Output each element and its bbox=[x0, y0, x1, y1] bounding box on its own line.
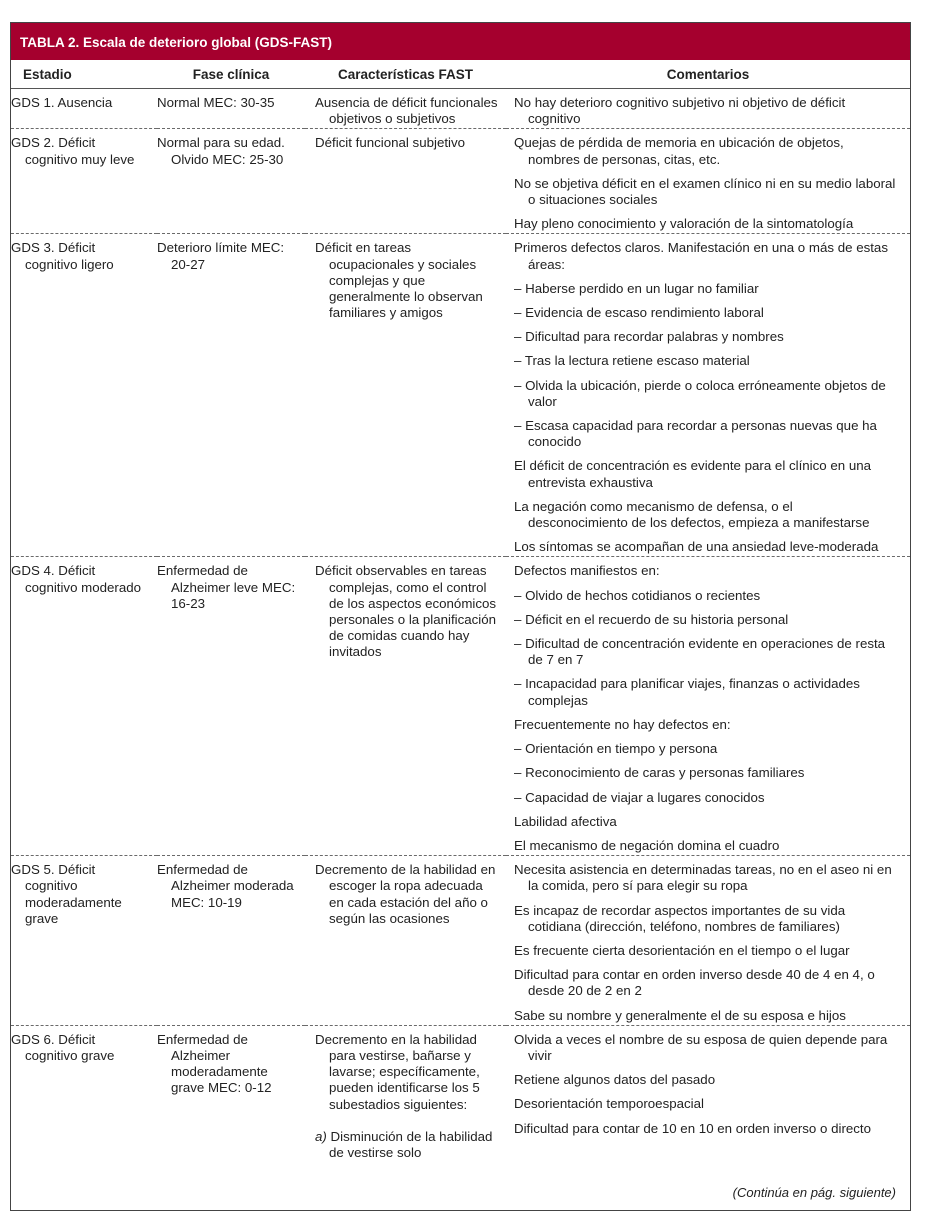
comment-item: Labilidad afectiva bbox=[514, 813, 617, 829]
comment-item: – Reconocimiento de caras y personas familiares bbox=[514, 765, 805, 781]
stage-cell bbox=[11, 89, 157, 129]
stage-cell bbox=[11, 1025, 157, 1161]
fast-subitem bbox=[315, 1129, 498, 1161]
header-estadio: Estadio bbox=[11, 61, 157, 89]
stage-text: GDS 3. Déficit cognitivo ligero bbox=[11, 240, 114, 272]
comments-cell bbox=[506, 129, 910, 234]
comment-item: Quejas de pérdida de memoria en ubicación de objetos, nombres de personas, citas, etc. bbox=[514, 135, 844, 167]
comments-cell bbox=[506, 856, 910, 1026]
fast-text: Déficit observables en tareas complejas, como el control de los aspectos económicos personales o la planificación de comidas cuando hay invitados bbox=[315, 563, 497, 660]
comment-item: Retiene algunos datos del pasado bbox=[514, 1072, 716, 1088]
comment-item: Dificultad para contar en orden inverso desde 40 de 4 en 4, o desde 20 de 2 en 2 bbox=[514, 967, 875, 999]
phase-text: Normal para su edad. Olvido MEC: 25-30 bbox=[157, 135, 285, 167]
table-row bbox=[11, 1025, 910, 1161]
comment-item: – Olvida la ubicación, pierde o coloca erróneamente objetos de valor bbox=[514, 377, 886, 409]
comment-item: Defectos manifiestos en: bbox=[514, 563, 660, 579]
header-fase-clinica: Fase clínica bbox=[157, 61, 305, 89]
fast-cell bbox=[305, 856, 506, 1026]
table-row bbox=[11, 856, 910, 1026]
comment-item: Frecuentemente no hay defectos en: bbox=[514, 716, 731, 732]
table-row bbox=[11, 129, 910, 234]
table-row bbox=[11, 557, 910, 856]
comment-item: Los síntomas se acompañan de una ansiedad leve-moderada bbox=[514, 539, 879, 555]
fast-cell bbox=[305, 234, 506, 557]
phase-cell bbox=[157, 234, 305, 557]
phase-cell bbox=[157, 557, 305, 856]
gds-fast-table-frame bbox=[10, 22, 911, 1211]
fast-subitem-marker: a) bbox=[315, 1128, 327, 1144]
header-caracteristicas-fast: Características FAST bbox=[305, 61, 506, 89]
stage-cell bbox=[11, 234, 157, 557]
stage-cell bbox=[11, 129, 157, 234]
fast-text: Déficit funcional subjetivo bbox=[315, 135, 466, 151]
comment-item: No se objetiva déficit en el examen clínico ni en su medio laboral o situaciones sociales bbox=[514, 175, 896, 208]
fast-text: Déficit en tareas ocupacionales y sociales complejas y que generalmente lo observan familiares y amigos bbox=[315, 240, 483, 321]
comment-item: – Dificultad de concentración evidente en operaciones de resta de 7 en 7 bbox=[514, 636, 886, 668]
comment-item: Primeros defectos claros. Manifestación en una o más de estas áreas: bbox=[514, 240, 888, 272]
comment-item: Olvida a veces el nombre de su esposa de quien depende para vivir bbox=[514, 1031, 888, 1063]
gds-fast-table bbox=[11, 61, 910, 1161]
fast-cell bbox=[305, 89, 506, 129]
header-comentarios: Comentarios bbox=[506, 61, 910, 89]
comment-item: Desorientación temporoespacial bbox=[514, 1096, 704, 1112]
comment-item: – Escasa capacidad para recordar a personas nuevas que ha conocido bbox=[514, 418, 877, 450]
phase-cell bbox=[157, 1025, 305, 1161]
table-row bbox=[11, 89, 910, 129]
fast-subitem-text: Disminución de la habilidad de vestirse solo bbox=[329, 1128, 493, 1160]
header-row bbox=[11, 61, 910, 89]
fast-cell bbox=[305, 129, 506, 234]
comment-item: – Capacidad de viajar a lugares conocidos bbox=[514, 789, 765, 805]
phase-cell bbox=[157, 89, 305, 129]
phase-text: Enfermedad de Alzheimer moderada MEC: 10-19 bbox=[157, 862, 294, 910]
comment-item: Dificultad para contar de 10 en 10 en orden inverso o directo bbox=[514, 1120, 872, 1136]
stage-cell bbox=[11, 557, 157, 856]
table-row bbox=[11, 234, 910, 557]
comment-item: – Haberse perdido en un lugar no familiar bbox=[514, 280, 759, 296]
continued-note: (Continúa en pág. siguiente) bbox=[732, 1185, 896, 1200]
comment-item: La negación como mecanismo de defensa, o el desconocimiento de los defectos, empieza a manifestarse bbox=[514, 498, 870, 531]
fast-text: Decremento de la habilidad en escoger la ropa adecuada en cada estación del año o según las ocasiones bbox=[315, 862, 496, 926]
comments-cell bbox=[506, 557, 910, 856]
comment-item: El mecanismo de negación domina el cuadro bbox=[514, 837, 780, 853]
comment-item: – Dificultad para recordar palabras y nombres bbox=[514, 329, 784, 345]
comment-item: Es incapaz de recordar aspectos importantes de su vida cotidiana (dirección, teléfono, nombres de familiares) bbox=[514, 902, 846, 934]
comment-item: – Déficit en el recuerdo de su historia personal bbox=[514, 611, 789, 627]
fast-cell bbox=[305, 1025, 506, 1161]
fast-cell bbox=[305, 557, 506, 856]
fast-text: Ausencia de déficit funcionales objetivos o subjetivos bbox=[315, 95, 498, 127]
comment-item: El déficit de concentración es evidente para el clínico en una entrevista exhaustiva bbox=[514, 458, 872, 490]
stage-text: GDS 2. Déficit cognitivo muy leve bbox=[11, 135, 135, 167]
table-title: TABLA 2. Escala de deterioro global (GDS-FAST) bbox=[11, 23, 910, 60]
phase-text: Deterioro límite MEC: 20-27 bbox=[157, 240, 285, 272]
comment-item: Hay pleno conocimiento y valoración de la sintomatología bbox=[514, 216, 854, 232]
stage-text: GDS 5. Déficit cognitivo moderadamente grave bbox=[11, 862, 122, 926]
comments-cell bbox=[506, 89, 910, 129]
fast-text: Decremento en la habilidad para vestirse, bañarse y lavarse; específicamente, pueden identificarse los 5 subestadios siguientes: bbox=[315, 1031, 480, 1112]
stage-text: GDS 1. Ausencia bbox=[11, 95, 113, 110]
comment-item: Sabe su nombre y generalmente el de su esposa e hijos bbox=[514, 1007, 846, 1023]
comment-item: No hay deterioro cognitivo subjetivo ni objetivo de déficit cognitivo bbox=[514, 95, 846, 127]
phase-cell bbox=[157, 129, 305, 234]
comment-item: – Incapacidad para planificar viajes, finanzas o actividades complejas bbox=[514, 676, 860, 708]
comment-item: – Orientación en tiempo y persona bbox=[514, 741, 718, 757]
stage-text: GDS 6. Déficit cognitivo grave bbox=[11, 1031, 115, 1063]
phase-text: Normal MEC: 30-35 bbox=[157, 95, 275, 110]
comments-cell bbox=[506, 1025, 910, 1161]
stage-text: GDS 4. Déficit cognitivo moderado bbox=[11, 563, 142, 595]
phase-text: Enfermedad de Alzheimer leve MEC: 16-23 bbox=[157, 563, 296, 611]
stage-cell bbox=[11, 856, 157, 1026]
comments-cell bbox=[506, 234, 910, 557]
comment-item: – Evidencia de escaso rendimiento laboral bbox=[514, 305, 764, 321]
phase-cell bbox=[157, 856, 305, 1026]
comment-item: – Tras la lectura retiene escaso material bbox=[514, 353, 750, 369]
comment-item: Es frecuente cierta desorientación en el tiempo o el lugar bbox=[514, 942, 850, 958]
phase-text: Enfermedad de Alzheimer moderadamente grave MEC: 0-12 bbox=[157, 1031, 272, 1096]
comment-item: – Olvido de hechos cotidianos o recientes bbox=[514, 587, 761, 603]
comment-item: Necesita asistencia en determinadas tareas, no en el aseo ni en la comida, pero sí para elegir su ropa bbox=[514, 862, 892, 894]
